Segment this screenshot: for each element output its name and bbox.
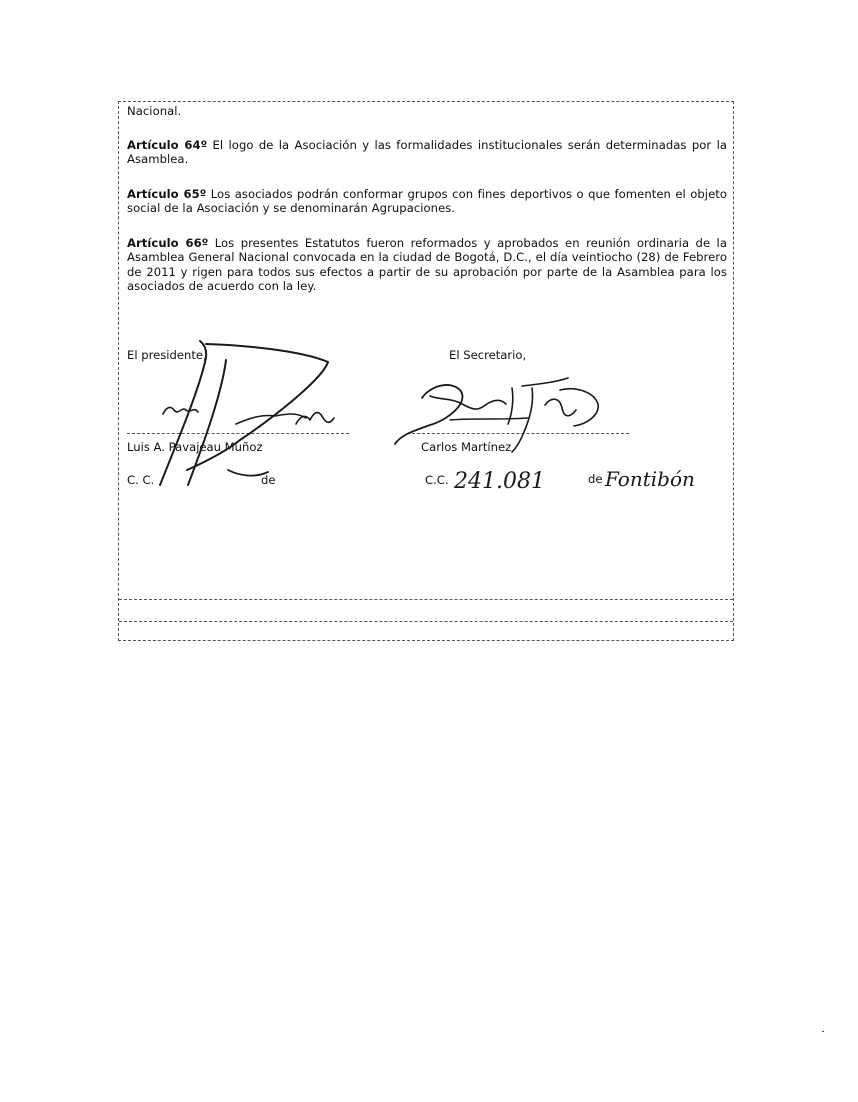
president-cc-label: C. C. [127, 473, 155, 487]
continuation-text: Nacional. [127, 104, 182, 118]
article-66-heading: Artículo 66º [127, 236, 209, 250]
secretary-name: Carlos Martínez [421, 440, 512, 454]
president-label: El presidente, [127, 348, 207, 362]
secretary-de-label: de [588, 472, 603, 486]
article-65-body: Los asociados podrán conformar grupos con fines deportivos o que fomenten el objeto social de la Asociación y se denominarán Agrupaciones. [127, 187, 727, 216]
secretary-signature [395, 378, 598, 452]
secretary-label: El Secretario, [449, 348, 527, 362]
secretary-cc-number: 241.081 [454, 469, 545, 494]
article-66-body: Los presentes Estatutos fueron reformados y aprobados en reunión ordinaria de la Asamblea General Nacional convocada en la ciudad de Bogotá, D.C., el día veintiocho (28) de Febrero de 2011 y rigen para todos sus efectos a partir de su aprobación por parte de la Asamblea para los asociados de acuerdo con la ley. [127, 236, 727, 294]
article-64-heading: Artículo 64º [127, 138, 208, 152]
president-name: Luis A. Pavajeau Muñoz [127, 440, 263, 454]
president-signature [160, 341, 334, 485]
article-64-body: El logo de la Asociación y las formalidades institucionales serán determinadas por la Asamblea. [127, 138, 728, 167]
secretary-place: Fontibón [605, 467, 695, 491]
president-de-label: de [261, 473, 276, 487]
scan-speck [822, 1031, 824, 1032]
article-65-heading: Artículo 65º [127, 187, 207, 201]
secretary-cc-label: C.C. [425, 473, 449, 487]
